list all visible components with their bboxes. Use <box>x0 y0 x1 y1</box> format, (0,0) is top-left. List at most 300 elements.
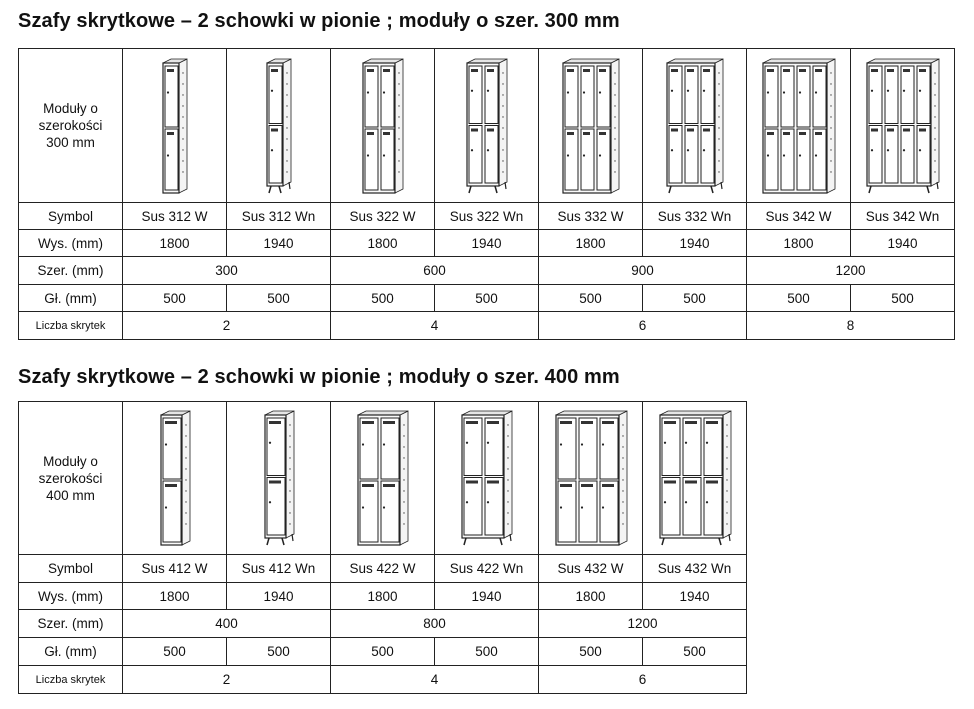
depth-cell: 500 <box>539 285 643 312</box>
door-label-plate <box>167 132 174 135</box>
depth-cell: 500 <box>851 285 955 312</box>
section-1-title: Szafy skrytkowe – 2 schowki w pionie ; moduły o szer. 300 mm <box>18 10 620 32</box>
height-cell: 1800 <box>123 583 227 610</box>
depth-cell: 500 <box>643 285 747 312</box>
locker-door <box>662 478 680 536</box>
vent-dot <box>502 105 503 106</box>
height-cell: 1800 <box>331 583 435 610</box>
vent-dot <box>830 138 831 139</box>
vent-dot <box>718 127 719 128</box>
row-label-symbol: Symbol <box>19 203 123 230</box>
locker-image-cell <box>435 402 539 555</box>
door-label-plate <box>362 484 374 487</box>
door-label-plate <box>560 484 572 487</box>
locker-door <box>685 66 698 124</box>
lock-icon <box>782 91 784 93</box>
locker-door <box>683 478 701 536</box>
vent-dot <box>398 72 399 73</box>
locker-door <box>365 66 378 127</box>
symbol-cell: Sus 322 W <box>331 203 435 230</box>
locker-illustration <box>333 405 433 551</box>
locker-door <box>901 125 914 183</box>
locker-door <box>597 66 610 127</box>
symbol-cell: Sus 412 W <box>123 555 227 583</box>
cabinet-leg <box>719 538 721 545</box>
width-cell: 300 <box>123 257 331 285</box>
vent-dot <box>182 83 183 84</box>
vent-dot <box>403 501 404 502</box>
vent-dot <box>286 72 287 73</box>
locker-door <box>600 418 618 479</box>
vent-dot <box>398 83 399 84</box>
lock-icon <box>164 443 166 445</box>
locker-door <box>381 66 394 127</box>
locker-door <box>464 478 482 536</box>
vent-dot <box>934 116 935 117</box>
symbol-cell: Sus 332 W <box>539 203 643 230</box>
vent-dot <box>718 138 719 139</box>
locker-illustration <box>645 53 745 199</box>
cabinet-leg <box>729 534 730 541</box>
vent-dot <box>289 435 290 436</box>
locker-door <box>165 66 178 127</box>
vent-dot <box>507 512 508 513</box>
lock-icon <box>382 154 384 156</box>
count-cell: 4 <box>331 666 539 694</box>
module-label-line: szerokości <box>38 470 103 486</box>
lock-icon <box>580 443 582 445</box>
locker-illustration <box>853 53 953 199</box>
lock-icon <box>164 506 166 508</box>
door-label-plate <box>687 128 694 131</box>
cabinet-leg <box>721 182 722 189</box>
vent-dot <box>185 446 186 447</box>
vent-dot <box>718 72 719 73</box>
vent-dot <box>502 138 503 139</box>
locker-door <box>781 129 794 190</box>
door-label-plate <box>903 128 910 131</box>
locker-image-cell <box>643 49 747 203</box>
lock-icon <box>566 91 568 93</box>
lock-icon <box>582 154 584 156</box>
locker-door <box>360 418 378 479</box>
vent-dot <box>286 83 287 84</box>
door-label-plate <box>487 481 499 484</box>
locker-illustration <box>645 405 745 551</box>
height-cell: 1940 <box>435 583 539 610</box>
vent-dot <box>502 160 503 161</box>
lock-icon <box>870 149 872 151</box>
cabinet-leg <box>267 538 269 545</box>
cabinet-leg <box>510 534 511 541</box>
vent-dot <box>289 512 290 513</box>
door-label-plate <box>567 69 574 72</box>
vent-dot <box>286 127 287 128</box>
vent-dot <box>718 149 719 150</box>
spec-table-400mm <box>18 401 747 694</box>
door-label-plate <box>271 69 278 72</box>
cabinet-side <box>179 59 187 193</box>
count-cell: 2 <box>123 312 331 340</box>
vent-dot <box>398 160 399 161</box>
locker-door <box>797 129 810 190</box>
vent-dot <box>182 149 183 150</box>
cabinet-leg <box>292 534 293 541</box>
vent-dot <box>182 72 183 73</box>
lock-icon <box>559 443 561 445</box>
locker-door <box>381 418 399 479</box>
vent-dot <box>185 479 186 480</box>
locker-door <box>917 125 930 183</box>
locker-door <box>701 125 714 183</box>
vent-dot <box>726 435 727 436</box>
locker-door <box>485 66 498 124</box>
cabinet-side <box>619 411 627 545</box>
vent-dot <box>507 424 508 425</box>
vent-dot <box>614 149 615 150</box>
locker-image-cell <box>227 49 331 203</box>
door-label-plate <box>487 128 494 131</box>
door-label-plate <box>602 421 614 424</box>
vent-dot <box>726 512 727 513</box>
section-2-title: Szafy skrytkowe – 2 schowki w pionie ; moduły o szer. 400 mm <box>18 366 620 388</box>
vent-dot <box>286 149 287 150</box>
lock-icon <box>559 506 561 508</box>
width-cell: 400 <box>123 610 331 638</box>
lock-icon <box>814 91 816 93</box>
door-label-plate <box>919 69 926 72</box>
locker-door <box>485 478 503 536</box>
vent-dot <box>830 116 831 117</box>
door-label-plate <box>703 69 710 72</box>
vent-dot <box>934 127 935 128</box>
vent-dot <box>507 446 508 447</box>
door-label-plate <box>685 481 697 484</box>
vent-dot <box>830 105 831 106</box>
vent-dot <box>934 149 935 150</box>
vent-dot <box>622 490 623 491</box>
locker-door <box>662 418 680 476</box>
row-label-count: Liczba skrytek <box>19 666 123 694</box>
vent-dot <box>289 468 290 469</box>
door-label-plate <box>466 481 478 484</box>
door-label-plate <box>165 484 177 487</box>
locker-illustration <box>229 53 329 199</box>
vent-dot <box>614 72 615 73</box>
locker-door <box>381 129 394 190</box>
locker-door <box>165 129 178 190</box>
door-label-plate <box>471 128 478 131</box>
symbol-cell: Sus 322 Wn <box>435 203 539 230</box>
door-label-plate <box>706 421 718 424</box>
cabinet-leg <box>505 182 506 189</box>
door-label-plate <box>783 132 790 135</box>
vent-dot <box>830 160 831 161</box>
cabinet-leg <box>937 182 938 189</box>
door-label-plate <box>367 132 374 135</box>
vent-dot <box>502 171 503 172</box>
vent-dot <box>934 72 935 73</box>
vent-dot <box>502 94 503 95</box>
lock-icon <box>663 442 665 444</box>
locker-door <box>360 481 378 542</box>
lock-icon <box>486 149 488 151</box>
vent-dot <box>830 171 831 172</box>
depth-cell: 500 <box>227 285 331 312</box>
vent-dot <box>398 94 399 95</box>
cabinet-leg <box>662 538 664 545</box>
cabinet-side <box>715 59 723 186</box>
door-label-plate <box>871 128 878 131</box>
locker-illustration <box>749 53 849 199</box>
vent-dot <box>622 468 623 469</box>
door-label-plate <box>581 484 593 487</box>
lock-icon <box>782 154 784 156</box>
lock-icon <box>366 154 368 156</box>
locker-image-cell <box>435 49 539 203</box>
cabinet-side <box>611 59 619 193</box>
locker-door <box>869 125 882 183</box>
locker-door <box>669 66 682 124</box>
door-label-plate <box>664 481 676 484</box>
locker-door <box>669 125 682 183</box>
vent-dot <box>614 94 615 95</box>
vent-dot <box>622 523 623 524</box>
row-label-depth: Gł. (mm) <box>19 285 123 312</box>
lock-icon <box>465 501 467 503</box>
cabinet-side <box>931 59 939 186</box>
cabinet-leg <box>500 538 502 545</box>
vent-dot <box>182 94 183 95</box>
locker-door <box>813 66 826 127</box>
cabinet-leg <box>927 186 929 193</box>
vent-dot <box>182 160 183 161</box>
door-label-plate <box>815 132 822 135</box>
vent-dot <box>398 138 399 139</box>
depth-cell: 500 <box>331 638 435 666</box>
locker-illustration <box>125 53 225 199</box>
door-label-plate <box>799 132 806 135</box>
vent-dot <box>934 94 935 95</box>
door-label-plate <box>671 128 678 131</box>
lock-icon <box>670 149 672 151</box>
height-cell: 1940 <box>227 230 331 257</box>
cabinet-leg <box>464 538 466 545</box>
cabinet-leg <box>669 186 671 193</box>
depth-cell: 500 <box>123 638 227 666</box>
vent-dot <box>502 72 503 73</box>
cabinet-side <box>504 411 512 538</box>
vent-dot <box>289 479 290 480</box>
vent-dot <box>185 468 186 469</box>
locker-door <box>464 418 482 476</box>
vent-dot <box>507 501 508 502</box>
row-label-height: Wys. (mm) <box>19 583 123 610</box>
width-cell: 800 <box>331 610 539 638</box>
vent-dot <box>185 424 186 425</box>
vent-dot <box>614 116 615 117</box>
lock-icon <box>598 91 600 93</box>
cabinet-top <box>462 411 512 415</box>
lock-icon <box>470 89 472 91</box>
locker-illustration <box>541 405 641 551</box>
vent-dot <box>286 138 287 139</box>
depth-cell: 500 <box>331 285 435 312</box>
vent-dot <box>289 501 290 502</box>
locker-door <box>269 125 282 183</box>
locker-door <box>163 481 181 542</box>
vent-dot <box>614 105 615 106</box>
locker-door <box>163 418 181 479</box>
lock-icon <box>766 154 768 156</box>
vent-dot <box>286 116 287 117</box>
lock-icon <box>702 149 704 151</box>
lock-icon <box>798 154 800 156</box>
locker-door <box>704 478 722 536</box>
depth-cell: 500 <box>435 638 539 666</box>
depth-cell: 500 <box>539 638 643 666</box>
door-label-plate <box>599 132 606 135</box>
lock-icon <box>870 89 872 91</box>
vent-dot <box>403 457 404 458</box>
module-width-label <box>19 49 123 203</box>
door-label-plate <box>671 69 678 72</box>
locker-door <box>885 125 898 183</box>
locker-illustration <box>333 53 433 199</box>
cabinet-leg <box>469 186 471 193</box>
locker-door <box>797 66 810 127</box>
door-label-plate <box>685 421 697 424</box>
door-label-plate <box>466 421 478 424</box>
locker-door <box>704 418 722 476</box>
vent-dot <box>403 479 404 480</box>
locker-image-cell <box>331 402 435 555</box>
locker-door <box>485 125 498 183</box>
symbol-cell: Sus 432 W <box>539 555 643 583</box>
vent-dot <box>718 171 719 172</box>
lock-icon <box>886 149 888 151</box>
lock-icon <box>580 506 582 508</box>
width-cell: 1200 <box>539 610 747 638</box>
lock-icon <box>686 89 688 91</box>
vent-dot <box>726 424 727 425</box>
vent-dot <box>185 523 186 524</box>
vent-dot <box>726 479 727 480</box>
locker-illustration <box>229 405 329 551</box>
locker-door <box>579 481 597 542</box>
locker-image-cell <box>539 49 643 203</box>
locker-door <box>365 129 378 190</box>
lock-icon <box>268 501 270 503</box>
height-cell: 1940 <box>643 230 747 257</box>
vent-dot <box>622 512 623 513</box>
vent-dot <box>726 501 727 502</box>
lock-icon <box>670 89 672 91</box>
vent-dot <box>289 523 290 524</box>
vent-dot <box>507 523 508 524</box>
module-label-line: Moduły o <box>43 101 98 116</box>
vent-dot <box>398 116 399 117</box>
vent-dot <box>502 116 503 117</box>
vent-dot <box>185 512 186 513</box>
row-label-width: Szer. (mm) <box>19 257 123 285</box>
door-label-plate <box>664 421 676 424</box>
width-cell: 600 <box>331 257 539 285</box>
door-label-plate <box>783 69 790 72</box>
lock-icon <box>382 91 384 93</box>
locker-door <box>781 66 794 127</box>
lock-icon <box>382 506 384 508</box>
lock-icon <box>702 89 704 91</box>
vent-dot <box>718 83 719 84</box>
locker-door <box>685 125 698 183</box>
door-label-plate <box>383 69 390 72</box>
vent-dot <box>502 83 503 84</box>
vent-dot <box>622 424 623 425</box>
symbol-cell: Sus 342 W <box>747 203 851 230</box>
lock-icon <box>766 91 768 93</box>
lock-icon <box>598 154 600 156</box>
height-cell: 1940 <box>643 583 747 610</box>
lock-icon <box>705 501 707 503</box>
vent-dot <box>289 424 290 425</box>
height-cell: 1940 <box>851 230 955 257</box>
depth-cell: 500 <box>747 285 851 312</box>
door-label-plate <box>767 69 774 72</box>
vent-dot <box>830 127 831 128</box>
height-cell: 1940 <box>435 230 539 257</box>
row-label-symbol: Symbol <box>19 555 123 583</box>
door-label-plate <box>583 69 590 72</box>
locker-door <box>558 418 576 479</box>
symbol-cell: Sus 332 Wn <box>643 203 747 230</box>
vent-dot <box>289 446 290 447</box>
module-label-line: Moduły o <box>43 453 98 469</box>
door-label-plate <box>599 69 606 72</box>
door-label-plate <box>887 69 894 72</box>
vent-dot <box>403 523 404 524</box>
symbol-cell: Sus 342 Wn <box>851 203 955 230</box>
locker-door <box>469 66 482 124</box>
locker-door <box>267 478 285 536</box>
locker-image-cell <box>227 402 331 555</box>
door-label-plate <box>703 128 710 131</box>
lock-icon <box>382 443 384 445</box>
door-label-plate <box>383 421 395 424</box>
cabinet-top <box>660 411 731 415</box>
vent-dot <box>934 171 935 172</box>
module-label-line: 400 mm <box>46 487 95 503</box>
cabinet-leg <box>289 182 290 189</box>
lock-icon <box>918 89 920 91</box>
vent-dot <box>830 83 831 84</box>
vent-dot <box>622 479 623 480</box>
vent-dot <box>622 446 623 447</box>
locker-door <box>565 129 578 190</box>
row-label-width: Szer. (mm) <box>19 610 123 638</box>
door-label-plate <box>269 421 281 424</box>
door-label-plate <box>767 132 774 135</box>
count-cell: 6 <box>539 666 747 694</box>
door-label-plate <box>271 128 278 131</box>
vent-dot <box>718 94 719 95</box>
cabinet-leg <box>711 186 713 193</box>
vent-dot <box>398 105 399 106</box>
cabinet-leg <box>869 186 871 193</box>
cabinet-leg <box>269 186 271 193</box>
lock-icon <box>886 89 888 91</box>
door-label-plate <box>583 132 590 135</box>
